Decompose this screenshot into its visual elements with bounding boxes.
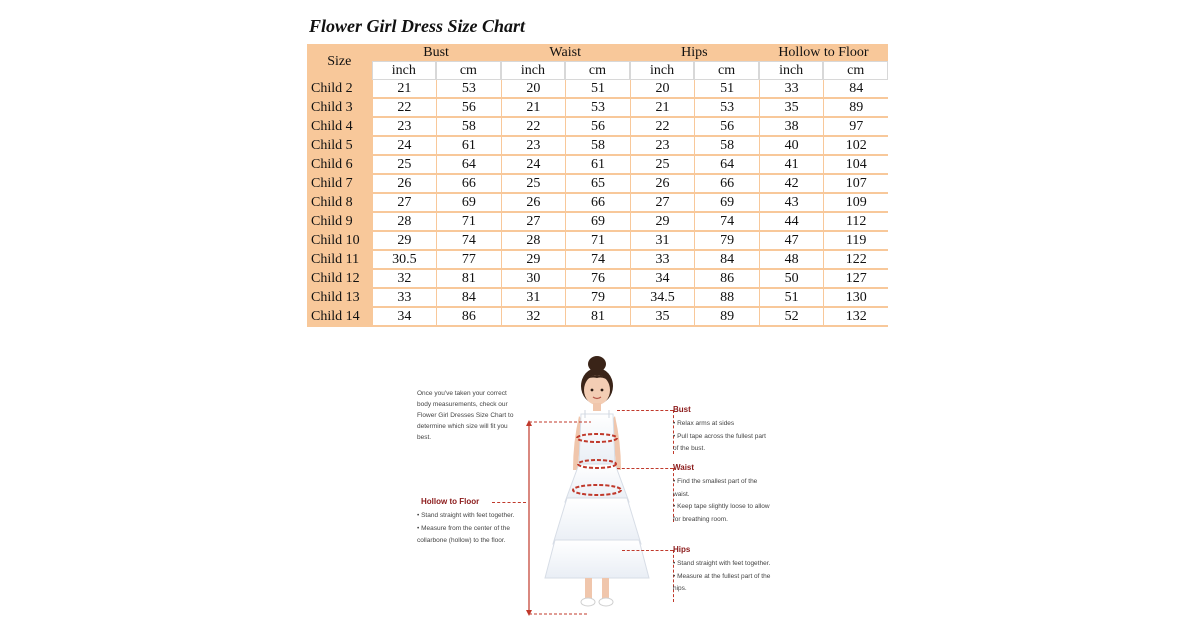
unit-header: inch: [372, 61, 437, 80]
measurement-cell: 42: [759, 175, 824, 194]
size-label-cell: Child 4: [307, 118, 372, 137]
table-row: [307, 213, 888, 232]
measurement-cell: 58: [565, 137, 630, 156]
measurement-cell: 56: [694, 118, 759, 137]
measurement-cell: 53: [694, 99, 759, 118]
measurement-cell: 34: [372, 308, 437, 327]
size-label-cell: Child 9: [307, 213, 372, 232]
measurement-cell: 24: [501, 156, 566, 175]
measurement-cell: 27: [501, 213, 566, 232]
bust-instructions: [673, 418, 773, 456]
table-row: [307, 194, 888, 213]
measurement-cell: 61: [565, 156, 630, 175]
measurement-cell: 74: [436, 232, 501, 251]
hollow-to-floor-instruction: • Stand straight with feet together.: [417, 510, 517, 523]
measurement-cell: 122: [823, 251, 888, 270]
measurement-cell: 65: [565, 175, 630, 194]
table-row: [307, 80, 888, 99]
measurement-cell: 31: [501, 289, 566, 308]
hips-leader-line: [622, 550, 673, 551]
waist-title: Waist: [673, 463, 695, 472]
hips-group-header: Hips: [630, 44, 759, 61]
hips-instruction: • Stand straight with feet together.: [673, 558, 773, 571]
size-column-header: Size: [307, 44, 372, 80]
table-row: [307, 270, 888, 289]
hips-instruction: • Measure at the fullest part of the hips.: [673, 571, 773, 596]
measurement-cell: 50: [759, 270, 824, 289]
waist-instruction: • Keep tape slightly loose to allow for breathing room.: [673, 501, 773, 526]
unit-header: cm: [694, 61, 759, 80]
chart-title: Flower Girl Dress Size Chart: [309, 16, 526, 36]
size-label-cell: Child 8: [307, 194, 372, 213]
measurement-cell: 86: [694, 270, 759, 289]
unit-header: cm: [823, 61, 888, 80]
measurement-cell: 35: [759, 99, 824, 118]
measurement-cell: 86: [436, 308, 501, 327]
measurement-cell: 33: [630, 251, 695, 270]
measurement-cell: 26: [630, 175, 695, 194]
bust-leader-line: [617, 410, 673, 411]
size-label-cell: Child 6: [307, 156, 372, 175]
measurement-cell: 33: [759, 80, 824, 99]
measurement-cell: 89: [694, 308, 759, 327]
measurement-cell: 71: [565, 232, 630, 251]
measurement-cell: 74: [565, 251, 630, 270]
measurement-cell: 25: [630, 156, 695, 175]
measurement-cell: 61: [436, 137, 501, 156]
measurement-cell: 38: [759, 118, 824, 137]
waist-instruction: • Find the smallest part of the waist.: [673, 476, 773, 501]
hips-instructions: [673, 558, 773, 596]
unit-header: inch: [759, 61, 824, 80]
measurement-cell: 84: [823, 80, 888, 99]
measurement-cell: 130: [823, 289, 888, 308]
bust-group-header: Bust: [372, 44, 501, 61]
measurement-cell: 119: [823, 232, 888, 251]
measurement-cell: 23: [630, 137, 695, 156]
measurement-cell: 44: [759, 213, 824, 232]
size-label-cell: Child 10: [307, 232, 372, 251]
measurement-cell: 53: [436, 80, 501, 99]
measurement-cell: 28: [501, 232, 566, 251]
bust-instruction: • Relax arms at sides: [673, 418, 773, 431]
measurement-cell: 58: [436, 118, 501, 137]
measurement-cell: 66: [694, 175, 759, 194]
table-row: [307, 175, 888, 194]
measurement-cell: 88: [694, 289, 759, 308]
measurement-cell: 107: [823, 175, 888, 194]
table-row: [307, 156, 888, 175]
measurement-cell: 102: [823, 137, 888, 156]
measurement-cell: 47: [759, 232, 824, 251]
measurement-cell: 20: [630, 80, 695, 99]
measurement-cell: 29: [501, 251, 566, 270]
size-label-cell: Child 7: [307, 175, 372, 194]
measurement-cell: 34.5: [630, 289, 695, 308]
measurement-cell: 33: [372, 289, 437, 308]
measurement-cell: 53: [565, 99, 630, 118]
hips-title: Hips: [673, 545, 691, 554]
measurement-cell: 81: [436, 270, 501, 289]
measurement-cell: 21: [372, 80, 437, 99]
measurement-cell: 58: [694, 137, 759, 156]
measurement-cell: 26: [501, 194, 566, 213]
size-label-cell: Child 5: [307, 137, 372, 156]
measurement-cell: 132: [823, 308, 888, 327]
bust-instruction: • Pull tape across the fullest part of the bust.: [673, 431, 773, 456]
table-row: [307, 137, 888, 156]
measurement-cell: 64: [694, 156, 759, 175]
measurement-cell: 48: [759, 251, 824, 270]
measurement-cell: 21: [630, 99, 695, 118]
measurement-cell: 22: [372, 99, 437, 118]
table-row: [307, 308, 888, 327]
hollow-to-floor-group-header: Hollow to Floor: [759, 44, 888, 61]
measurement-cell: 81: [565, 308, 630, 327]
measurement-cell: 43: [759, 194, 824, 213]
measurement-cell: 56: [565, 118, 630, 137]
measurement-cell: 104: [823, 156, 888, 175]
measurement-cell: 51: [759, 289, 824, 308]
measurement-cell: 69: [436, 194, 501, 213]
size-chart-body: [307, 80, 888, 327]
measurement-cell: 20: [501, 80, 566, 99]
waist-instructions: [673, 476, 773, 526]
hollow-to-floor-instructions: [417, 510, 517, 548]
unit-header: inch: [630, 61, 695, 80]
measurement-cell: 25: [372, 156, 437, 175]
measurement-cell: 69: [565, 213, 630, 232]
measurement-cell: 22: [501, 118, 566, 137]
table-row: [307, 232, 888, 251]
table-row: [307, 251, 888, 270]
measurement-cell: 32: [501, 308, 566, 327]
measurement-cell: 64: [436, 156, 501, 175]
measurement-cell: 35: [630, 308, 695, 327]
measurement-guide: [412, 352, 792, 620]
waist-group-header: Waist: [501, 44, 630, 61]
measurement-cell: 66: [436, 175, 501, 194]
measurement-cell: 23: [372, 118, 437, 137]
measurement-cell: 28: [372, 213, 437, 232]
measurement-cell: 31: [630, 232, 695, 251]
measurement-cell: 26: [372, 175, 437, 194]
table-row: [307, 289, 888, 308]
measurement-cell: 84: [436, 289, 501, 308]
unit-header: cm: [436, 61, 501, 80]
measurement-cell: 34: [630, 270, 695, 289]
measurement-cell: 25: [501, 175, 566, 194]
size-label-cell: Child 2: [307, 80, 372, 99]
girl-figure-image: [517, 352, 677, 620]
size-label-cell: Child 13: [307, 289, 372, 308]
measurement-cell: 79: [565, 289, 630, 308]
size-label-cell: Child 12: [307, 270, 372, 289]
measurement-cell: 23: [501, 137, 566, 156]
measurement-cell: 97: [823, 118, 888, 137]
measurement-cell: 52: [759, 308, 824, 327]
measurement-cell: 30.5: [372, 251, 437, 270]
measurement-cell: 30: [501, 270, 566, 289]
size-label-cell: Child 14: [307, 308, 372, 327]
size-label-cell: Child 11: [307, 251, 372, 270]
measurement-cell: 29: [372, 232, 437, 251]
measurement-cell: 76: [565, 270, 630, 289]
measurement-cell: 51: [694, 80, 759, 99]
measurement-cell: 56: [436, 99, 501, 118]
size-label-cell: Child 3: [307, 99, 372, 118]
intro-note: Once you've taken your correct body measurements, check our Flower Girl Dresses Size Chart to determine which size will fit you best.: [417, 390, 514, 441]
measurement-cell: 74: [694, 213, 759, 232]
unit-header: cm: [565, 61, 630, 80]
measurement-cell: 41: [759, 156, 824, 175]
measurement-cell: 22: [630, 118, 695, 137]
size-chart-table: [307, 44, 888, 327]
table-row: [307, 99, 888, 118]
measurement-cell: 71: [436, 213, 501, 232]
measurement-cell: 69: [694, 194, 759, 213]
bust-title: Bust: [673, 405, 691, 414]
waist-leader-line: [617, 468, 673, 469]
measurement-cell: 79: [694, 232, 759, 251]
measurement-cell: 24: [372, 137, 437, 156]
measurement-cell: 27: [372, 194, 437, 213]
unit-header: inch: [501, 61, 566, 80]
measurement-cell: 51: [565, 80, 630, 99]
measurement-cell: 89: [823, 99, 888, 118]
measurement-cell: 84: [694, 251, 759, 270]
measurement-cell: 77: [436, 251, 501, 270]
measurement-cell: 27: [630, 194, 695, 213]
hollow-to-floor-title: Hollow to Floor: [421, 497, 480, 506]
measurement-cell: 21: [501, 99, 566, 118]
measurement-cell: 112: [823, 213, 888, 232]
hollow-leader-line: [492, 502, 526, 503]
measurement-cell: 32: [372, 270, 437, 289]
measurement-cell: 66: [565, 194, 630, 213]
measurement-cell: 40: [759, 137, 824, 156]
measurement-cell: 127: [823, 270, 888, 289]
table-row: [307, 118, 888, 137]
hollow-to-floor-instruction: • Measure from the center of the collarbone (hollow) to the floor.: [417, 523, 517, 548]
measurement-cell: 109: [823, 194, 888, 213]
measurement-cell: 29: [630, 213, 695, 232]
